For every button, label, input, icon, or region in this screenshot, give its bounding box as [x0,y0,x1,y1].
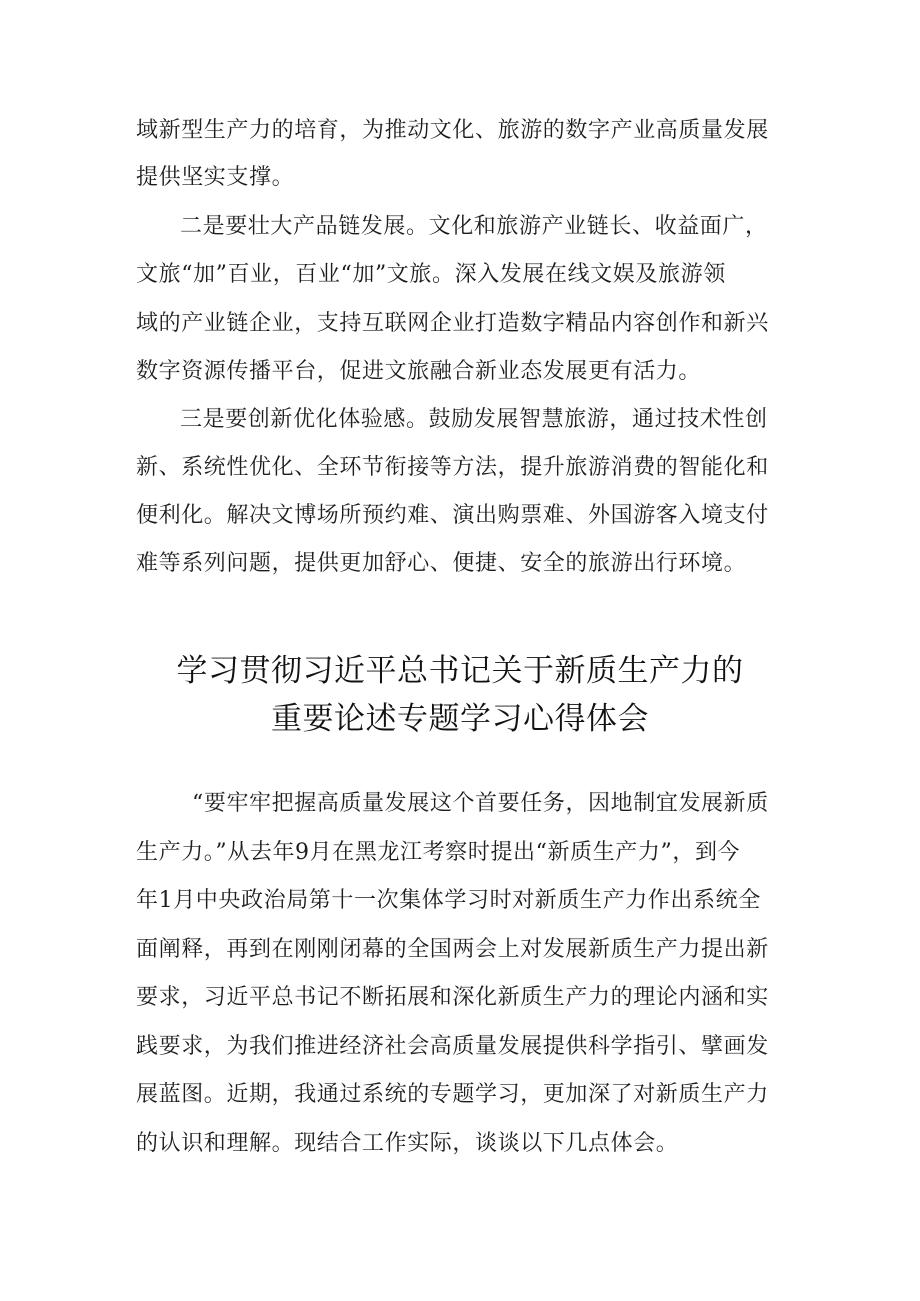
paragraph-2-line-4: 数字资源传播平台，促进文旅融合新业态发展更有活力。 [136,359,702,384]
intro-line-2: 生产力。”从去年9月在黑龙江考察时提出“新质生产力”，到今 [136,840,741,865]
intro-line-6: 践要求，为我们推进经济社会高质量发展提供科学指引、擘画发 [136,1034,769,1059]
intro-line-3: 年1月中央政治局第十一次集体学习时对新质生产力作出系统全 [136,888,761,913]
paragraph-3-line-4: 难等系列问题，提供更加舒心、便捷、安全的旅游出行环境。 [136,551,747,576]
intro-line-5: 要求，习近平总书记不断拓展和深化新质生产力的理论内涵和实 [136,985,769,1010]
paragraph-2-line-3: 域的产业链企业，支持互联网企业打造数字精品内容创作和新兴 [136,311,769,336]
article-title-line-1: 学习贯彻习近平总书记关于新质生产力的 [176,653,744,689]
article-title-line-2: 重要论述专题学习心得体会 [271,701,649,737]
paragraph-3-line-1: 三是要创新优化体验感。鼓励发展智慧旅游，通过技术性创 [180,407,768,432]
paragraph-3-line-2: 新、系统性优化、全环节衔接等方法，提升旅游消费的智能化和 [136,455,769,480]
intro-line-7: 展蓝图。近期，我通过系统的专题学习，更加深了对新质生产力 [136,1082,769,1107]
intro-line-8: 的认识和理解。现结合工作实际，谈谈以下几点体会。 [136,1131,679,1156]
intro-line-1: “要牢牢把握高质量发展这个首要任务，因地制宜发展新质 [192,791,769,816]
paragraph-1-line-2: 提供坚实支撑。 [136,165,295,190]
paragraph-2-line-1: 二是要壮大产品链发展。文化和旅游产业链长、收益面广， [180,214,768,239]
paragraph-3-line-3: 便利化。解决文博场所预约难、演出购票难、外国游客入境支付 [136,503,769,528]
intro-line-4: 面阐释，再到在刚刚闭幕的全国两会上对发展新质生产力提出新 [136,937,769,962]
paragraph-2-line-2: 文旅“加”百业，百业“加”文旅。深入发展在线文娱及旅游领 [136,262,726,287]
paragraph-1-line-1: 域新型生产力的培育，为推动文化、旅游的数字产业高质量发展 [136,118,769,143]
